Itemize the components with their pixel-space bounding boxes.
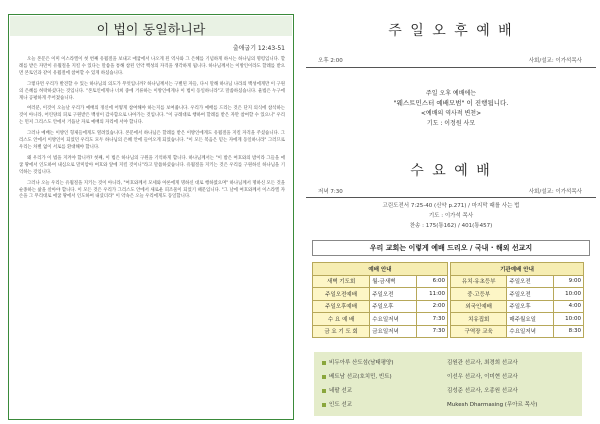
table-row (451, 275, 584, 288)
scripture-reference: 출애굽기 12:43-51 (232, 45, 285, 52)
service-name: 중·고등부 (451, 288, 507, 301)
department-schedule-table (450, 262, 584, 338)
service-name: 주일오전예배 (313, 288, 370, 301)
missions-box (314, 352, 582, 416)
mission-field: 인도 선교 (329, 402, 353, 408)
service-name: 구역장 교육 (451, 325, 507, 338)
afternoon-line2: "웨스트민스터 예배모범" 이 진행됩니다. (393, 99, 509, 107)
service-time: 6:00 (417, 275, 448, 288)
table-row (313, 275, 448, 288)
service-day: 수요일저녁 (370, 313, 417, 326)
service-day: 주일오전 (507, 275, 553, 288)
table-row (313, 313, 448, 326)
divider (306, 67, 596, 68)
service-time: 10:00 (553, 288, 583, 301)
service-name: 치유집회 (451, 313, 507, 326)
service-day: 월-금새벽 (370, 275, 417, 288)
service-name: 금 요 기 도 회 (313, 325, 370, 338)
service-day: 주일오후 (507, 300, 553, 313)
mission-missionaries: 김원관 선교사, 최경희 선교사 (447, 360, 518, 366)
worship-notice-heading: 우리 교회는 이렇게 예배 드리오 / 국내 · 해외 선교지 (312, 240, 590, 256)
afternoon-line3: <예배의 역사적 변천> (420, 110, 482, 117)
service-day: 주일오전 (370, 288, 417, 301)
mission-missionaries: 김성준 선교사, 오종원 선교사 (447, 388, 518, 394)
service-name: 유치·유초등부 (451, 275, 507, 288)
service-name: 새벽 기도회 (313, 275, 370, 288)
wednesday-service-title: 수 요 예 배 (410, 163, 492, 179)
bullet-icon (322, 375, 326, 379)
afternoon-leader: 사회/설교: 이가석목사 (528, 58, 582, 64)
service-time: 7:30 (417, 313, 448, 326)
service-name: 외국인예배 (451, 300, 507, 313)
divider (306, 197, 596, 198)
wednesday-scripture: 고린도전서 7:25-40 (신약 p.271) / 마지막 때를 사는 법 (382, 203, 520, 209)
table-row (451, 288, 584, 301)
list-item (322, 400, 574, 408)
service-time: 2:00 (417, 300, 448, 313)
sermon-panel (8, 14, 294, 420)
service-day: 금요일저녁 (370, 325, 417, 338)
worship-schedule-table (312, 262, 448, 338)
table-row (451, 300, 584, 313)
wednesday-time: 저녁 7:30 (318, 189, 343, 195)
list-item (322, 386, 574, 394)
bullet-icon (322, 403, 326, 407)
mission-missionaries: Mukesh Dharmasing (무아르 목사) (447, 402, 538, 408)
sermon-body (19, 57, 285, 205)
mission-field: 네팔 선교 (329, 388, 353, 394)
mission-field: 베트남 선교(호치민, 빈트) (329, 374, 392, 380)
table-row (313, 288, 448, 301)
sermon-paragraph: 오늘 본문은 이미 이스라엘이 첫 번째 유월절을 보내고 애굽에서 나오게 된 역사와 그 은혜를 기념하게 하시는 하나님의 명령입니다. 할례를 받은 자만이 유월절을 지킬 수 있다는 말씀을 통해 참된 언약 백성의 자격을 생각하게 됩니다. 하나님께서는 이방인이라도 할례를 받으면 본토인과 같이 유월절에 참여할 수 있게 하셨습니다. (19, 57, 285, 76)
sermon-paragraph: 그렇다면 우리가 발견할 수 있는 하나님의 의도가 무엇입니까? 하나님께서는 구별된 자들, 다시 말해 하나님 나라의 백성에게만 이 구원의 은혜를 허락하셨다는 것입니다. "본토인에게나 너희 중에 거류하는 이방인에게나 이 법이 동일하니라"고 말씀하셨습니다. 율법은 누구에게나 공평하게 주어졌습니다. (19, 81, 285, 101)
sermon-paragraph: 그러나 오늘 우리는 유월절을 지키는 것이 아니라, "여호와께서 모세와 아론에게 명하신 대로 행하였으며" 하나님께서 명하신 모든 것을 순종하는 삶을 살아야 합니다. 이 모든 것은 우리가 그리스도 안에서 새로운 피조물이 되었기 때문입니다. "그 날에 여호와께서 이스라엘 자손을 그 무리대로 애굽 땅에서 인도하여 내셨더라" 이 약속은 오늘 우리에게도 동일합니다. (19, 180, 285, 200)
table-header: 예배 안내 (313, 263, 448, 276)
sermon-paragraph: 왜 우리가 이 법을 지켜야 합니까? 첫째, 이 법은 하나님의 구원을 기억하게 합니다. 하나님께서는 "이 밤은 여호와의 밤이라 그들을 애굽 땅에서 인도하여 내심으로 말미암아 여호와 앞에 지킬 것이니"라고 말씀하셨습니다. 유월절을 지키는 것은 우리를 구원하신 하나님을 기억하는 것입니다. (19, 155, 285, 175)
afternoon-service-title: 주 일 오 후 예 배 (388, 23, 514, 39)
service-time: 8:30 (553, 325, 583, 338)
list-item (322, 372, 574, 380)
service-time: 4:00 (553, 300, 583, 313)
table-row (313, 300, 448, 313)
service-day: 수요일저녁 (507, 325, 553, 338)
bullet-icon (322, 389, 326, 393)
wednesday-hymns: 찬송 : 175(통162) / 401(통457) (409, 223, 493, 229)
service-time: 10:00 (553, 313, 583, 326)
wednesday-prayer: 기도 : 이가석 목사 (428, 213, 474, 219)
table-row (313, 325, 448, 338)
service-time: 11:00 (417, 288, 448, 301)
mission-missionaries: 이선우 선교사, 이미현 선교사 (447, 374, 518, 380)
sermon-paragraph: 그러나 예배는 이방인 형제들에게도 열려있습니다. 본문에서 하나님은 할례를 받은 이방인에게도 유월절을 지킬 자격을 주셨습니다. 그리스도 안에서 이방인이 되었던 우리도 모두 하나님의 은혜 안에 들어오게 되었습니다. "이 모든 복음은 믿는 자에게 동일하니라" 그러므로 우리는 차별 없이 서로를 환대해야 합니다. (19, 131, 285, 150)
service-day: 매주월요일 (507, 313, 553, 326)
table-row (451, 325, 584, 338)
service-day: 주일오전 (507, 288, 553, 301)
afternoon-time: 오후 2:00 (318, 58, 343, 64)
service-day: 주일오후 (370, 300, 417, 313)
wednesday-leader: 사회/설교: 이가석목사 (528, 189, 582, 195)
service-name: 수 요 예 배 (313, 313, 370, 326)
service-name: 주일오후예배 (313, 300, 370, 313)
bullet-icon (322, 361, 326, 365)
table-header: 기관예배 안내 (451, 263, 584, 276)
mission-field: 비두아루 산도섬(남태평양) (329, 360, 394, 366)
table-row (451, 313, 584, 326)
afternoon-line4: 기도 : 이정원 사모 (426, 120, 476, 127)
bulletin-panel (306, 0, 596, 424)
sermon-title: 이 법이 동일하니라 (96, 23, 206, 38)
afternoon-line1: 주일 오후 예배에는 (425, 90, 477, 97)
sermon-paragraph: 여러분, 이것이 오늘날 우리가 예배의 정신에 어떻게 참여해야 하는지를 보여줍니다. 우리가 예배를 드리는 것은 단지 의식에 참석하는 것이 아니라, 어린양의 피로 구원받은 백성이 감사함으로 나아가는 것입니다. "이 규례대로 행하여 할례를 받은 자만 참여할 수 있으니" 우리는 먼저 그리스도 안에서 거듭난 자로 예배의 자리에 서야 합니다. (19, 106, 285, 126)
list-item (322, 358, 574, 366)
service-time: 9:00 (553, 275, 583, 288)
service-time: 7:30 (417, 325, 448, 338)
